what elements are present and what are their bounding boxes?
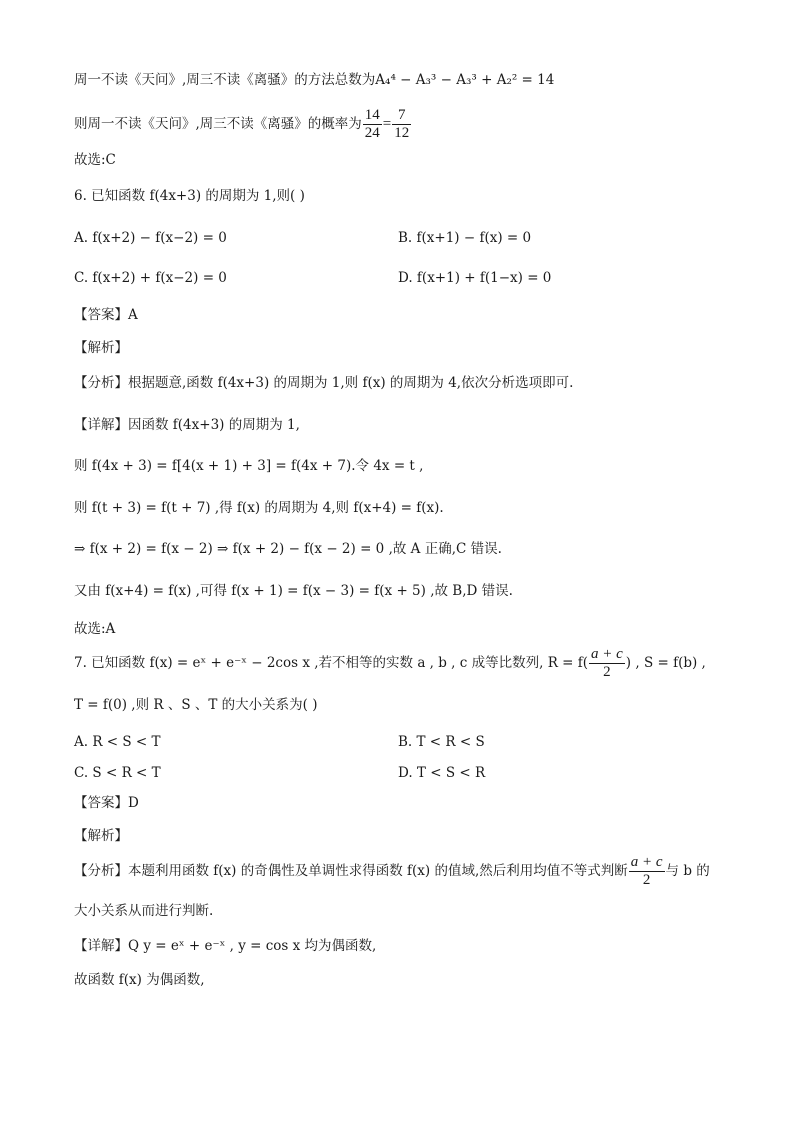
option-text: A. f(x+2) − f(x−2) = 0 <box>74 230 227 246</box>
text-line <box>74 970 205 990</box>
text-line <box>74 581 513 601</box>
fraction <box>363 107 382 142</box>
text-line <box>74 70 554 90</box>
option-b <box>398 732 485 752</box>
line-text: 【解析】 <box>74 340 128 356</box>
fraction <box>629 854 665 889</box>
denominator: 2 <box>642 872 651 888</box>
option-text: B. f(x+1) − f(x) = 0 <box>398 230 532 246</box>
option-d <box>398 763 485 783</box>
denominator: 24 <box>364 125 380 141</box>
line-text: 则 f(4x + 3) = f[4(x + 1) + 3] = f(4x + 7).令 4x = t , <box>74 458 424 474</box>
numerator: 7 <box>392 107 411 125</box>
line-text: 则 f(t + 3) = f(t + 7) ,得 f(x) 的周期为 4,则 f(x+4) = f(x). <box>74 500 444 516</box>
line-text: 6. 已知函数 f(4x+3) 的周期为 1,则( ) <box>74 188 305 204</box>
option-c <box>74 763 161 783</box>
line-text: 【分析】根据题意,函数 f(4x+3) 的周期为 1,则 f(x) 的周期为 4,依次分析选项即可. <box>74 375 574 391</box>
text-line <box>74 850 710 892</box>
text-line <box>74 936 376 956</box>
text-line <box>74 456 423 476</box>
text-line <box>74 373 573 393</box>
answer-label <box>74 305 138 325</box>
text-line <box>74 150 116 170</box>
numerator: a + c <box>591 646 623 662</box>
text-line <box>74 901 213 921</box>
option-text: C. f(x+2) + f(x−2) = 0 <box>74 270 227 286</box>
analysis-label <box>74 338 128 358</box>
question-6 <box>74 186 305 206</box>
analysis-label <box>74 826 128 846</box>
option-d <box>398 268 551 288</box>
denominator: 2 <box>603 664 611 680</box>
line-text: 【分析】本题利用函数 f(x) 的奇偶性及单调性求得函数 f(x) 的值域,然后利用均值不等式判断 <box>74 863 628 879</box>
numerator: a + c <box>630 854 663 870</box>
line-text: 【详解】Q y = eˣ + e⁻ˣ , y = cos x 均为偶函数, <box>74 938 377 954</box>
option-text: D. T < S < R <box>398 765 486 781</box>
equals-sign: = <box>382 116 392 132</box>
line-text: 【详解】因函数 f(4x+3) 的周期为 1, <box>74 417 300 433</box>
text-line <box>74 498 444 518</box>
option-c <box>74 268 227 288</box>
answer-label <box>74 793 139 813</box>
option-a <box>74 732 161 752</box>
text-line <box>74 415 300 435</box>
line-text: 7. 已知函数 f(x) = eˣ + e⁻ˣ − 2cos x ,若不相等的实数 a , b , c 成等比数列, R = f( <box>74 655 589 671</box>
line-text: ) , S = f(b) , <box>625 655 706 671</box>
option-b <box>398 228 531 248</box>
line-text: 与 b 的 <box>665 863 710 879</box>
line-text: T = f(0) ,则 R 、S 、T 的大小关系为( ) <box>74 697 318 713</box>
line-text: 大小关系从而进行判断. <box>74 903 214 919</box>
text-line <box>74 539 502 559</box>
fraction <box>392 107 411 142</box>
line-text: 【答案】D <box>74 795 139 811</box>
line-text: 则周一不读《天问》,周三不读《离骚》的概率为 <box>74 116 362 132</box>
line-text: 【解析】 <box>74 828 128 844</box>
numerator: 14 <box>364 107 380 123</box>
text-line <box>74 104 412 144</box>
option-text: C. S < R < T <box>74 765 161 781</box>
question-7 <box>74 642 706 684</box>
fraction <box>589 646 625 681</box>
option-a <box>74 228 227 248</box>
line-text: 故选:C <box>74 152 116 168</box>
line-text: 周一不读《天问》,周三不读《离骚》的方法总数为A₄⁴ − A₃³ − A₃³ + A₂² = 14 <box>74 72 555 88</box>
line-text: 故函数 f(x) 为偶函数, <box>74 972 205 988</box>
option-text: B. T < R < S <box>398 734 485 750</box>
text-line <box>74 619 115 639</box>
denominator: 12 <box>394 125 410 141</box>
line-text: 【答案】A <box>74 307 138 323</box>
line-text: ⇒ f(x + 2) = f(x − 2) ⇒ f(x + 2) − f(x − 2) = 0 ,故 A 正确,C 错误. <box>74 541 502 557</box>
text-line <box>74 695 318 715</box>
line-text: 故选:A <box>74 621 116 637</box>
option-text: D. f(x+1) + f(1−x) = 0 <box>398 270 552 286</box>
option-text: A. R < S < T <box>74 734 161 750</box>
line-text: 又由 f(x+4) = f(x) ,可得 f(x + 1) = f(x − 3) = f(x + 5) ,故 B,D 错误. <box>74 583 513 599</box>
